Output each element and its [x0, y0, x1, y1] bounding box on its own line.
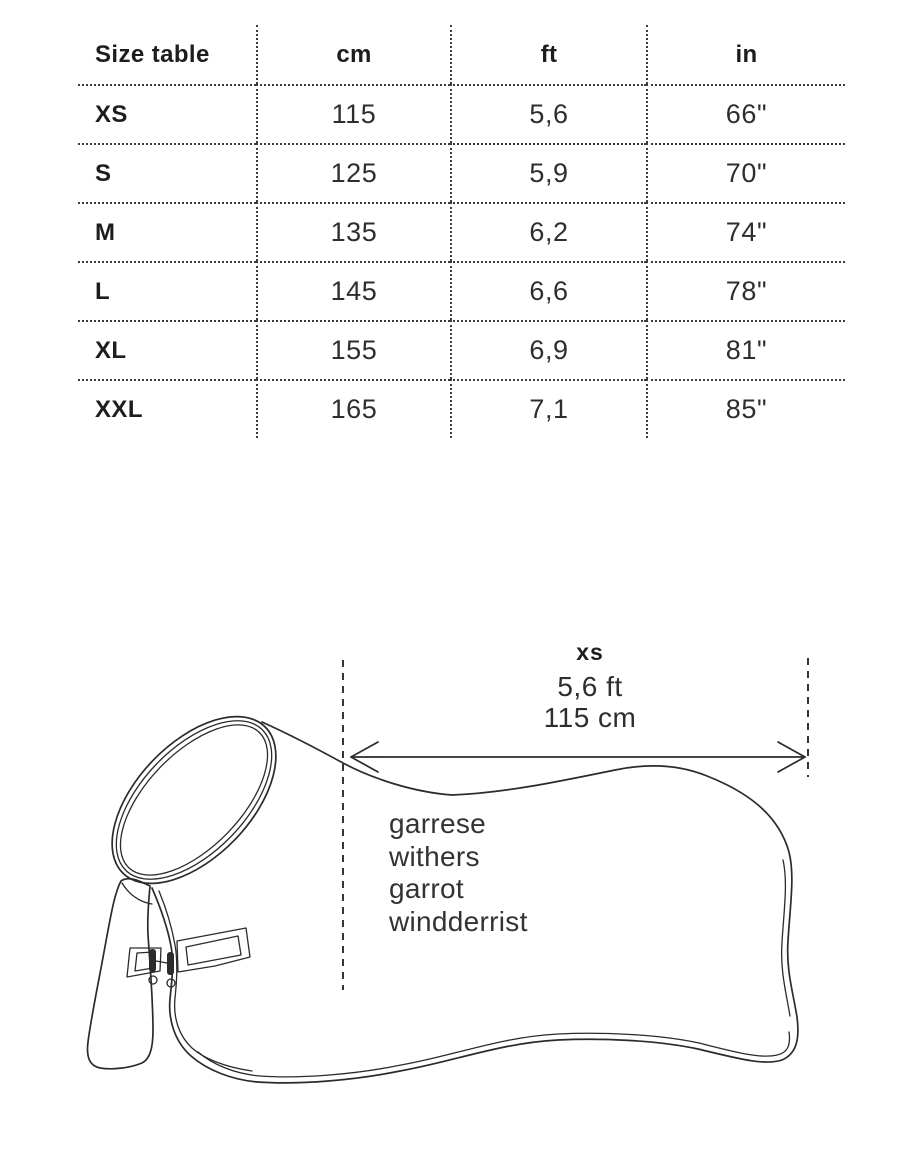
annotation-ft: 5,6 ft — [557, 671, 623, 702]
ft-value: 6,9 — [450, 320, 646, 379]
horse-rug-measurement-diagram — [0, 600, 920, 1160]
cm-value: 115 — [256, 84, 450, 143]
size-table-title: Size table — [95, 40, 210, 68]
ft-value: 6,2 — [450, 202, 646, 261]
in-value: 78" — [646, 261, 845, 320]
size-label: XS — [78, 84, 256, 143]
ft-value: 5,6 — [450, 84, 646, 143]
width-arrow — [351, 742, 805, 772]
size-annotation — [544, 639, 637, 733]
size-label: XL — [78, 320, 256, 379]
in-value: 74" — [646, 202, 845, 261]
in-value: 85" — [646, 379, 845, 438]
size-label: XXL — [78, 379, 256, 438]
size-label: L — [78, 261, 256, 320]
withers-label-de: windderrist — [389, 906, 528, 937]
withers-label-it: garrese — [389, 808, 487, 839]
withers-label-fr: garrot — [389, 873, 464, 904]
col-header-ft: ft — [450, 25, 646, 84]
cm-value: 165 — [256, 379, 450, 438]
withers-labels — [388, 808, 528, 937]
ft-value: 5,9 — [450, 143, 646, 202]
cm-value: 135 — [256, 202, 450, 261]
size-table — [78, 25, 845, 438]
in-value: 70" — [646, 143, 845, 202]
withers-label-en: withers — [389, 841, 480, 872]
cm-value: 145 — [256, 261, 450, 320]
buckle-pin-right — [167, 952, 174, 975]
neck-opening — [82, 687, 306, 913]
buckle-pin-left — [149, 949, 156, 972]
horse-rug-outline — [152, 722, 798, 1083]
ft-value: 6,6 — [450, 261, 646, 320]
annotation-cm: 115 cm — [543, 702, 637, 733]
col-header-in: in — [646, 25, 845, 84]
cm-value: 155 — [256, 320, 450, 379]
annotation-size: xs — [576, 639, 604, 665]
ft-value: 7,1 — [450, 379, 646, 438]
in-value: 66" — [646, 84, 845, 143]
in-value: 81" — [646, 320, 845, 379]
chest-strap-buckle — [127, 928, 250, 987]
size-label: S — [78, 143, 256, 202]
size-label: M — [78, 202, 256, 261]
cm-value: 125 — [256, 143, 450, 202]
col-header-cm: cm — [256, 25, 450, 84]
